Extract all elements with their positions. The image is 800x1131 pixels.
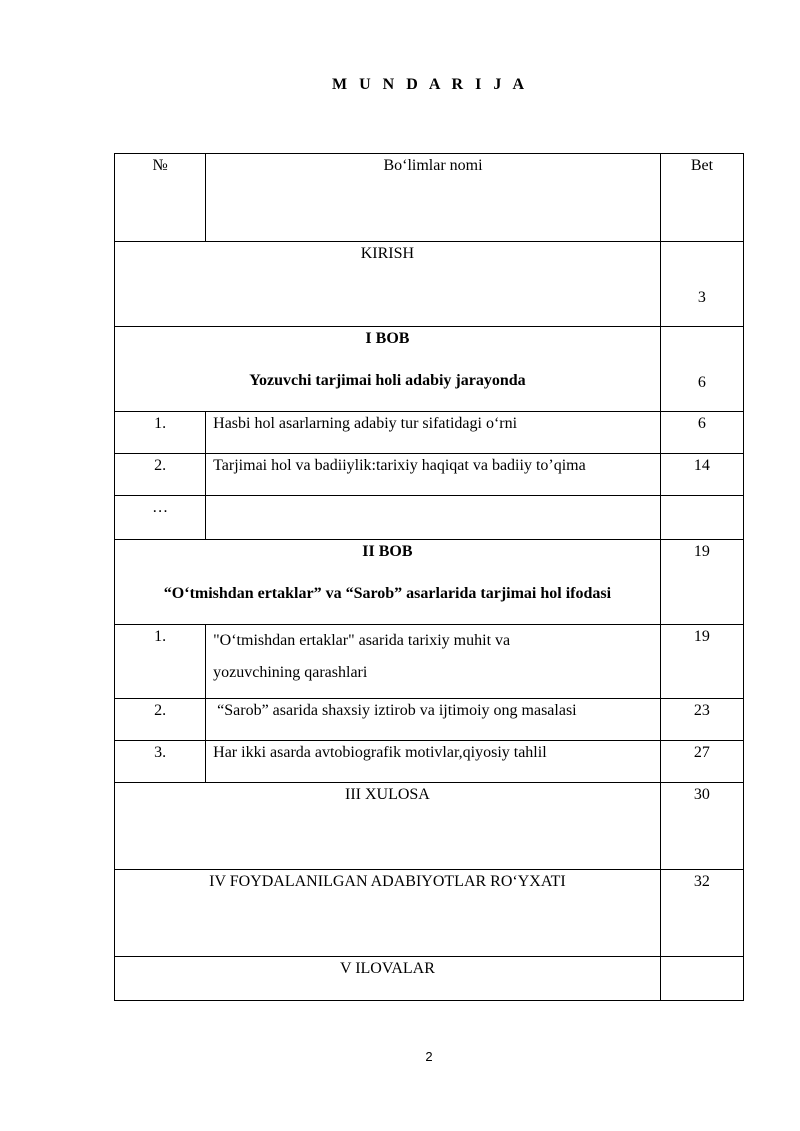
bob2-item1-title-line2: yozuvchining qarashlari <box>213 664 368 681</box>
bob2-label: II BOB <box>362 543 413 560</box>
header-number: № <box>115 154 206 242</box>
bob1-item1-page: 6 <box>660 412 743 454</box>
table-row <box>115 412 744 454</box>
bob1-page: 6 <box>660 327 743 412</box>
table-row-bob2 <box>115 540 744 625</box>
table-row <box>115 741 744 783</box>
xulosa-page: 30 <box>660 783 743 870</box>
table-row-kirish <box>115 242 744 327</box>
table-row <box>115 496 744 540</box>
bob2-item3-number: 3. <box>115 741 206 783</box>
ilovalar-page <box>660 957 743 1001</box>
bob1-item2-title: Tarjimai hol va badiiylik:tarixiy haqiqat va badiiy to’qima <box>206 454 661 496</box>
kirish-title: KIRISH <box>115 242 661 327</box>
bob2-page: 19 <box>660 540 743 625</box>
bob1-label: I BOB <box>365 330 410 347</box>
header-page: Bet <box>660 154 743 242</box>
contents-table <box>114 153 744 1001</box>
table-header-row <box>115 154 744 242</box>
bob2-item1-title <box>206 625 661 699</box>
bob2-item2-title: “Sarob” asarida shaxsiy iztirob va ijtimoiy ong masalasi <box>206 699 661 741</box>
bob1-item1-number: 1. <box>115 412 206 454</box>
bob1-item2-number: 2. <box>115 454 206 496</box>
table-row-bob1 <box>115 327 744 412</box>
ilovalar-title: V ILOVALAR <box>115 957 661 1001</box>
bob2-item1-page: 19 <box>660 625 743 699</box>
page-title: M U N D A R I J A <box>331 76 528 93</box>
bob2-item3-page: 27 <box>660 741 743 783</box>
table-row <box>115 625 744 699</box>
bob1-item1-title: Hasbi hol asarlarning adabiy tur sifatidagi o‘rni <box>206 412 661 454</box>
kirish-page: 3 <box>660 242 743 327</box>
bob2-item1-title-line1: "O‘tmishdan ertaklar" asarida tarixiy muhit va <box>213 632 511 649</box>
bob1-title: Yozuvchi tarjimai holi adabiy jarayonda <box>249 372 526 389</box>
empty-cell <box>206 496 661 540</box>
adabiyot-title: IV FOYDALANILGAN ADABIYOTLAR RO‘YXATI <box>115 870 661 957</box>
ellipsis-cell: … <box>115 496 206 540</box>
xulosa-title: III XULOSA <box>115 783 661 870</box>
table-row <box>115 699 744 741</box>
bob1-heading <box>115 327 661 412</box>
table-row-adabiyot <box>115 870 744 957</box>
table-row <box>115 454 744 496</box>
adabiyot-page: 32 <box>660 870 743 957</box>
empty-cell <box>660 496 743 540</box>
page-number: 2 <box>425 1049 433 1064</box>
table-row-ilovalar <box>115 957 744 1001</box>
bob2-item3-title: Har ikki asarda avtobiografik motivlar,qiyosiy tahlil <box>206 741 661 783</box>
header-section-name: Bo‘limlar nomi <box>206 154 661 242</box>
bob2-item1-number: 1. <box>115 625 206 699</box>
bob1-item2-page: 14 <box>660 454 743 496</box>
bob2-heading <box>115 540 661 625</box>
bob2-item2-page: 23 <box>660 699 743 741</box>
table-row-xulosa <box>115 783 744 870</box>
bob2-title: “O‘tmishdan ertaklar” va “Sarob” asarlarida tarjimai hol ifodasi <box>163 585 612 602</box>
bob2-item2-number: 2. <box>115 699 206 741</box>
